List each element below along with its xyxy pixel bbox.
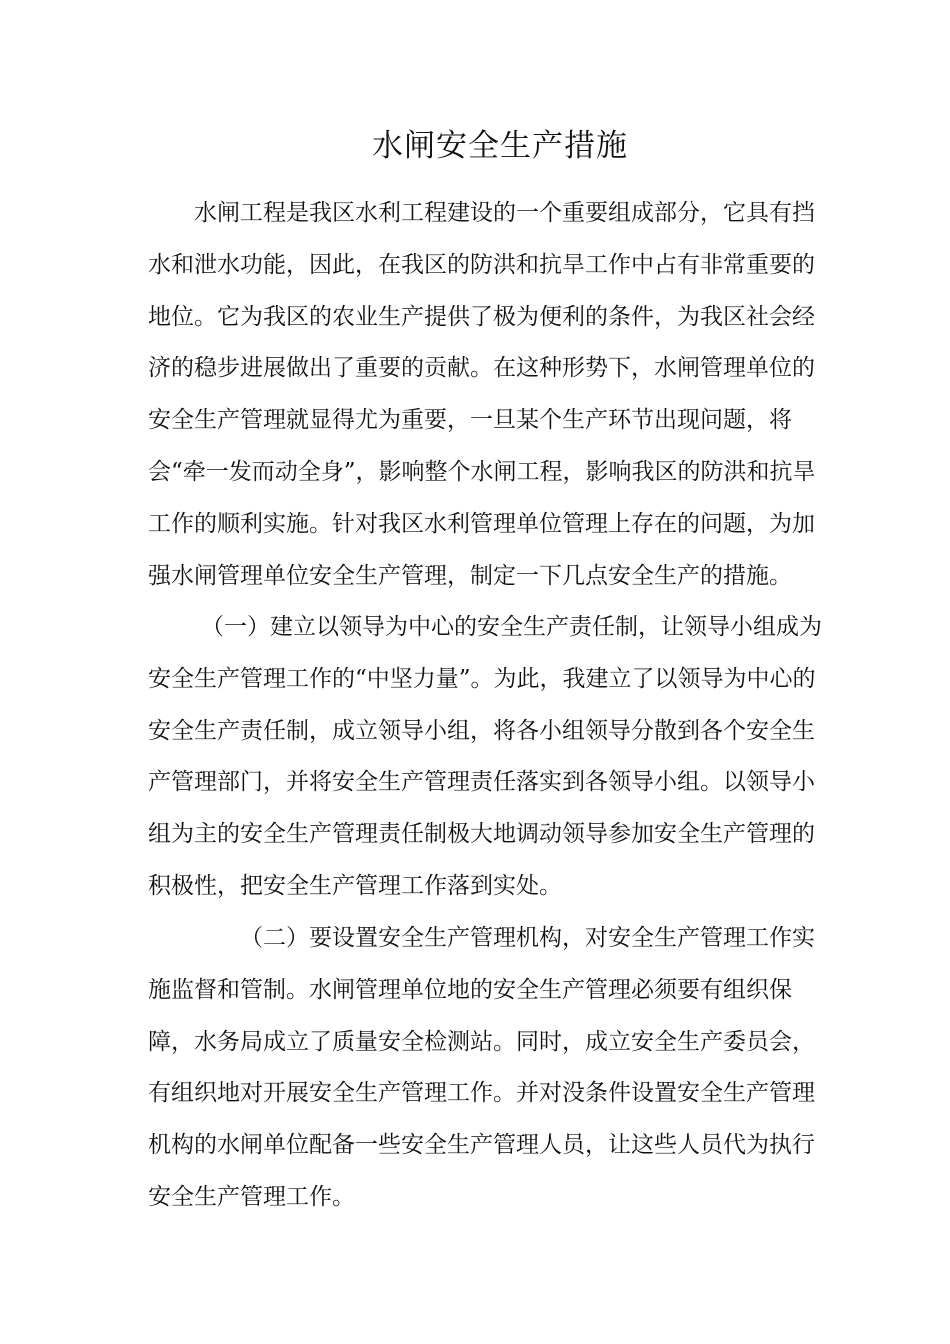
paragraph-line: 障，水务局成立了质量安全检测站。同时，成立安全生产委员会，	[148, 1028, 815, 1055]
paragraph-line: 强水闸管理单位安全生产管理，制定一下几点安全生产的措施。	[148, 562, 792, 589]
paragraph-intro	[148, 188, 816, 602]
paragraph-line: 地位。它为我区的农业生产提供了极为便利的条件，为我区社会经	[148, 303, 815, 330]
paragraph-line: 安全生产责任制，成立领导小组，将各小组领导分散到各个安全生	[148, 717, 815, 744]
paragraph-line: 工作的顺利实施。针对我区水利管理单位管理上存在的问题，为加	[148, 510, 815, 537]
paragraph-line: 水和泄水功能，因此，在我区的防洪和抗旱工作中占有非常重要的	[148, 251, 815, 278]
paragraph-line: 施监督和管制。水闸管理单位地的安全生产管理必须要有组织保	[148, 976, 792, 1003]
paragraph-line: 安全生产管理工作。	[148, 1183, 355, 1210]
paragraph-section-two	[148, 913, 815, 1224]
paragraph-line: （二）要设置安全生产管理机构，对安全生产管理工作实	[240, 925, 815, 951]
page-title: 水闸安全生产措施	[372, 128, 628, 164]
paragraph-line: 安全生产管理工作的“中坚力量”。为此，我建立了以领导为中心的	[148, 665, 816, 692]
paragraph-line: （一）建立以领导为中心的安全生产责任制，让领导小组成为	[201, 614, 822, 640]
paragraph-line: 产管理部门，并将安全生产管理责任落实到各领导小组。以领导小	[148, 769, 815, 796]
paragraph-line: 会“牵一发而动全身”，影响整个水闸工程，影响我区的防洪和抗旱	[148, 458, 816, 485]
paragraph-line: 机构的水闸单位配备一些安全生产管理人员，让这些人员代为执行	[148, 1132, 815, 1159]
paragraph-line: 有组织地对开展安全生产管理工作。并对没条件设置安全生产管理	[148, 1080, 815, 1107]
paragraph-line: 组为主的安全生产管理责任制极大地调动领导参加安全生产管理的	[148, 821, 815, 848]
paragraph-line: 安全生产管理就显得尤为重要，一旦某个生产环节出现问题，将	[148, 407, 792, 434]
paragraph-line: 水闸工程是我区水利工程建设的一个重要组成部分，它具有挡	[194, 200, 815, 226]
paragraph-section-one	[148, 602, 822, 913]
paragraph-line: 积极性，把安全生产管理工作落到实处。	[148, 872, 562, 899]
paragraph-line: 济的稳步进展做出了重要的贡献。在这种形势下，水闸管理单位的	[148, 355, 815, 382]
